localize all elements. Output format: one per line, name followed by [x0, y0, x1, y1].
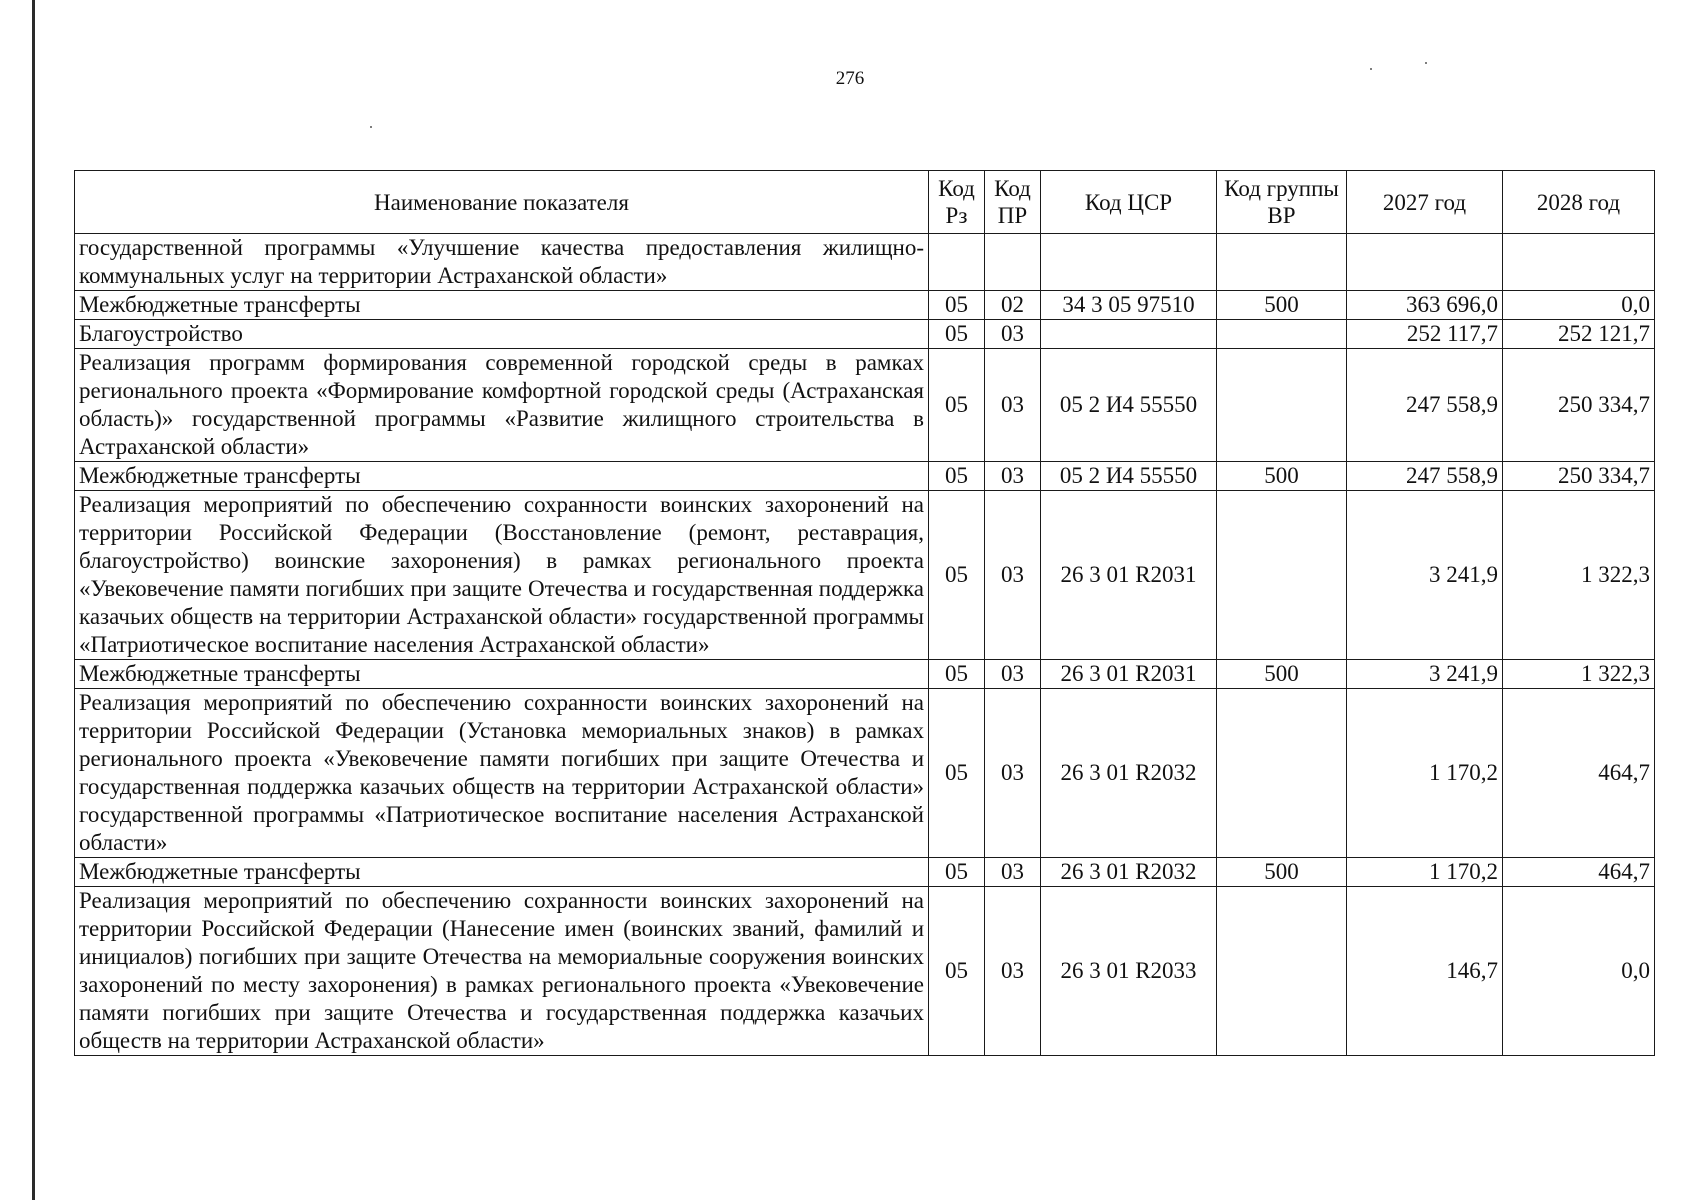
table-row: [75, 689, 1655, 858]
cell-pr: 03: [985, 320, 1041, 349]
header-pr: Код ПР: [985, 171, 1041, 234]
cell-2027: 247 558,9: [1347, 462, 1503, 491]
cell-vr: [1217, 689, 1347, 858]
cell-2028: [1503, 234, 1655, 291]
cell-2028: 464,7: [1503, 858, 1655, 887]
cell-csr: 05 2 И4 55550: [1041, 462, 1217, 491]
cell-csr: [1041, 320, 1217, 349]
cell-2027: 1 170,2: [1347, 858, 1503, 887]
header-vr: Код группы ВР: [1217, 171, 1347, 234]
cell-rz: 05: [929, 462, 985, 491]
cell-pr: 03: [985, 660, 1041, 689]
cell-vr: 500: [1217, 660, 1347, 689]
cell-2028: 1 322,3: [1503, 660, 1655, 689]
cell-2027: 363 696,0: [1347, 291, 1503, 320]
cell-name: Реализация мероприятий по обеспечению сохранности воинских захоронений на территории Российской Федерации (Установка мемориальных знаков) в рамках регионального проекта «Увековечение памяти погибших при защите Отечества и государственная поддержка казачьих обществ на территории Астраханской области» государственной программы «Патриотическое воспитание населения Астраханской области»: [75, 689, 929, 858]
scan-speck: [1425, 62, 1427, 64]
table-row: [75, 234, 1655, 291]
cell-2027: 3 241,9: [1347, 491, 1503, 660]
cell-rz: [929, 234, 985, 291]
cell-vr: [1217, 234, 1347, 291]
cell-pr: 02: [985, 291, 1041, 320]
cell-vr: [1217, 887, 1347, 1056]
cell-name: Межбюджетные трансферты: [75, 462, 929, 491]
cell-name: Межбюджетные трансферты: [75, 858, 929, 887]
cell-vr: [1217, 491, 1347, 660]
header-2028: 2028 год: [1503, 171, 1655, 234]
cell-name: Реализация мероприятий по обеспечению сохранности воинских захоронений на территории Российской Федерации (Восстановление (ремонт, реставрация, благоустройство) воинские захоронения) в рамках регионального проекта «Увековечение памяти погибших при защите Отечества и государственная поддержка казачьих обществ на территории Астраханской области» государственной программы «Патриотическое воспитание населения Астраханской области»: [75, 491, 929, 660]
cell-csr: 26 3 01 R2033: [1041, 887, 1217, 1056]
cell-pr: [985, 234, 1041, 291]
cell-csr: 26 3 01 R2031: [1041, 491, 1217, 660]
page-number: 276: [835, 68, 865, 89]
cell-2028: 1 322,3: [1503, 491, 1655, 660]
cell-name: Благоустройство: [75, 320, 929, 349]
cell-name: Межбюджетные трансферты: [75, 291, 929, 320]
budget-table: [74, 170, 1655, 1056]
cell-2027: 3 241,9: [1347, 660, 1503, 689]
cell-csr: 34 3 05 97510: [1041, 291, 1217, 320]
scan-speck: [1370, 68, 1372, 70]
cell-2028: 252 121,7: [1503, 320, 1655, 349]
cell-pr: 03: [985, 349, 1041, 462]
cell-name: Межбюджетные трансферты: [75, 660, 929, 689]
cell-vr: [1217, 349, 1347, 462]
cell-rz: 05: [929, 689, 985, 858]
table-body: [75, 234, 1655, 1056]
binding-edge-line: [32, 0, 35, 1200]
table-row: [75, 858, 1655, 887]
cell-2028: 0,0: [1503, 887, 1655, 1056]
cell-pr: 03: [985, 887, 1041, 1056]
cell-name: Реализация программ формирования современной городской среды в рамках регионального проекта «Формирование комфортной городской среды (Астраханская область)» государственной программы «Развитие жилищного строительства в Астраханской области»: [75, 349, 929, 462]
cell-2027: [1347, 234, 1503, 291]
cell-2028: 0,0: [1503, 291, 1655, 320]
cell-pr: 03: [985, 858, 1041, 887]
cell-2027: 252 117,7: [1347, 320, 1503, 349]
table-row: [75, 462, 1655, 491]
cell-2027: 146,7: [1347, 887, 1503, 1056]
cell-pr: 03: [985, 491, 1041, 660]
header-2027: 2027 год: [1347, 171, 1503, 234]
cell-pr: 03: [985, 462, 1041, 491]
cell-2027: 247 558,9: [1347, 349, 1503, 462]
table-row: [75, 491, 1655, 660]
cell-rz: 05: [929, 320, 985, 349]
cell-csr: 26 3 01 R2032: [1041, 689, 1217, 858]
cell-rz: 05: [929, 491, 985, 660]
table-row: [75, 887, 1655, 1056]
table-row: [75, 660, 1655, 689]
cell-vr: 500: [1217, 462, 1347, 491]
table-row: [75, 291, 1655, 320]
cell-pr: 03: [985, 689, 1041, 858]
cell-vr: 500: [1217, 858, 1347, 887]
cell-vr: [1217, 320, 1347, 349]
cell-rz: 05: [929, 858, 985, 887]
cell-rz: 05: [929, 349, 985, 462]
cell-csr: 26 3 01 R2032: [1041, 858, 1217, 887]
scan-speck: [370, 126, 372, 128]
table-row: [75, 320, 1655, 349]
cell-vr: 500: [1217, 291, 1347, 320]
table-header-row: [75, 171, 1655, 234]
cell-2028: 250 334,7: [1503, 349, 1655, 462]
cell-rz: 05: [929, 291, 985, 320]
header-csr: Код ЦСР: [1041, 171, 1217, 234]
table-row: [75, 349, 1655, 462]
cell-csr: [1041, 234, 1217, 291]
header-rz: Код Рз: [929, 171, 985, 234]
header-name: Наименование показателя: [75, 171, 929, 234]
cell-2027: 1 170,2: [1347, 689, 1503, 858]
cell-rz: 05: [929, 887, 985, 1056]
cell-rz: 05: [929, 660, 985, 689]
cell-name: Реализация мероприятий по обеспечению сохранности воинских захоронений на территории Российской Федерации (Нанесение имен (воинских званий, фамилий и инициалов) погибших при защите Отечества на мемориальные сооружения воинских захоронений по месту захоронения) в рамках регионального проекта «Увековечение памяти погибших при защите Отечества и государственная поддержка казачьих обществ на территории Астраханской области»: [75, 887, 929, 1056]
cell-name: государственной программы «Улучшение качества предоставления жилищно-коммунальных услуг на территории Астраханской области»: [75, 234, 929, 291]
cell-csr: 05 2 И4 55550: [1041, 349, 1217, 462]
cell-2028: 250 334,7: [1503, 462, 1655, 491]
cell-2028: 464,7: [1503, 689, 1655, 858]
cell-csr: 26 3 01 R2031: [1041, 660, 1217, 689]
